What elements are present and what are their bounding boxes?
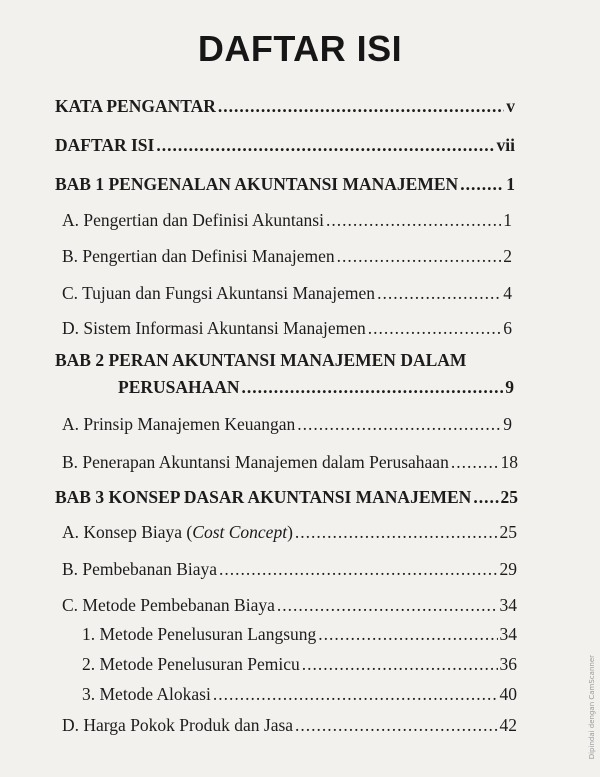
toc-entry-label: B. Penerapan Akuntansi Manajemen dalam Perusahaan: [62, 452, 449, 472]
toc-entry-3c-2[interactable]: [82, 654, 517, 675]
toc-page-number: 40: [499, 684, 517, 704]
leader-dots: [219, 559, 497, 580]
leader-dots: [318, 624, 497, 645]
toc-entry-label: D. Harga Pokok Produk dan Jasa: [62, 715, 294, 735]
toc-page-number: vii: [496, 135, 515, 155]
toc-entry-label: 1. Metode Penelusuran Langsung: [82, 624, 317, 644]
toc-page-number: 1: [503, 210, 512, 230]
toc-page-number: 36: [499, 654, 517, 674]
toc-page-number: 29: [499, 559, 517, 579]
toc-page-number: 34: [499, 595, 517, 615]
toc-entry-1d[interactable]: [62, 318, 512, 339]
leader-dots: [451, 452, 499, 473]
leader-dots: [295, 715, 497, 736]
leader-dots: [377, 283, 501, 304]
leader-dots: [326, 210, 501, 231]
leader-dots: [460, 174, 504, 195]
toc-entry-2a[interactable]: [62, 414, 512, 435]
toc-entry-label: DAFTAR ISI: [55, 135, 155, 155]
toc-entry-label: BAB 3 KONSEP DASAR AKUNTANSI MANAJEMEN: [55, 487, 472, 507]
toc-entry-bab-2-line1[interactable]: BAB 2 PERAN AKUNTANSI MANAJEMEN DALAM: [55, 350, 467, 370]
toc-entry-3d[interactable]: [62, 715, 517, 736]
toc-entry-bab-1[interactable]: [55, 174, 515, 195]
toc-page-number: 42: [499, 715, 517, 735]
toc-entry-label: B. Pembebanan Biaya: [62, 559, 218, 579]
toc-entry-1a[interactable]: [62, 210, 512, 231]
toc-entry-label: 3. Metode Alokasi: [82, 684, 211, 704]
leader-dots: [337, 246, 502, 267]
toc-page-number: 9: [505, 377, 514, 397]
toc-entry-daftar-isi[interactable]: [55, 135, 515, 156]
toc-page-number: 18: [500, 452, 518, 472]
toc-entry-label: A. Prinsip Manajemen Keuangan: [62, 414, 296, 434]
toc-page-number: 25: [499, 522, 517, 542]
toc-entry-2b[interactable]: [62, 452, 518, 473]
toc-entry-3c-3[interactable]: [82, 684, 517, 705]
toc-page-number: 4: [503, 283, 512, 303]
toc-page-number: 9: [503, 414, 512, 434]
toc-entry-1b[interactable]: [62, 246, 512, 267]
toc-entry-label: 2. Metode Penelusuran Pemicu: [82, 654, 300, 674]
scanner-watermark: Dipindai dengan CamScanner: [588, 654, 596, 759]
leader-dots: [242, 377, 504, 398]
toc-entry-bab-3[interactable]: [55, 487, 518, 508]
toc-entry-label: C. Tujuan dan Fungsi Akuntansi Manajemen: [62, 283, 376, 303]
toc-entry-label: A. Konsep Biaya (Cost Concept): [62, 522, 293, 542]
leader-dots: [156, 135, 494, 156]
leader-dots: [302, 654, 498, 675]
toc-page-number: 25: [500, 487, 518, 507]
leader-dots: [297, 414, 501, 435]
toc-entry-label: KATA PENGANTAR: [55, 96, 216, 116]
toc-entry-kata-pengantar[interactable]: [55, 96, 515, 117]
toc-entry-label-italic: Cost Concept: [192, 522, 288, 542]
leader-dots: [368, 318, 501, 339]
toc-entry-label: BAB 1 PENGENALAN AKUNTANSI MANAJEMEN: [55, 174, 459, 194]
toc-entry-label: C. Metode Pembebanan Biaya: [62, 595, 275, 615]
toc-page-number: 1: [506, 174, 515, 194]
toc-entry-label: D. Sistem Informasi Akuntansi Manajemen: [62, 318, 366, 338]
toc-entry-1c[interactable]: [62, 283, 512, 304]
leader-dots: [295, 522, 498, 543]
toc-page-number: v: [506, 96, 515, 116]
toc-entry-3b[interactable]: [62, 559, 517, 580]
toc-page-number: 6: [503, 318, 512, 338]
leader-dots: [277, 595, 498, 616]
toc-page-number: 2: [503, 246, 512, 266]
page-title: DAFTAR ISI: [197, 28, 403, 69]
toc-entry-label: PERUSAHAAN: [118, 377, 240, 397]
leader-dots: [213, 684, 498, 705]
toc-page-number: 34: [499, 624, 517, 644]
toc-entry-bab-2[interactable]: [118, 377, 514, 398]
toc-entry-label: A. Pengertian dan Definisi Akuntansi: [62, 210, 324, 230]
toc-entry-label: B. Pengertian dan Definisi Manajemen: [62, 246, 335, 266]
toc-entry-3c[interactable]: [62, 595, 517, 616]
leader-dots: [218, 96, 504, 117]
leader-dots: [473, 487, 498, 508]
toc-entry-3a[interactable]: [62, 522, 517, 543]
toc-entry-3c-1[interactable]: [82, 624, 517, 645]
